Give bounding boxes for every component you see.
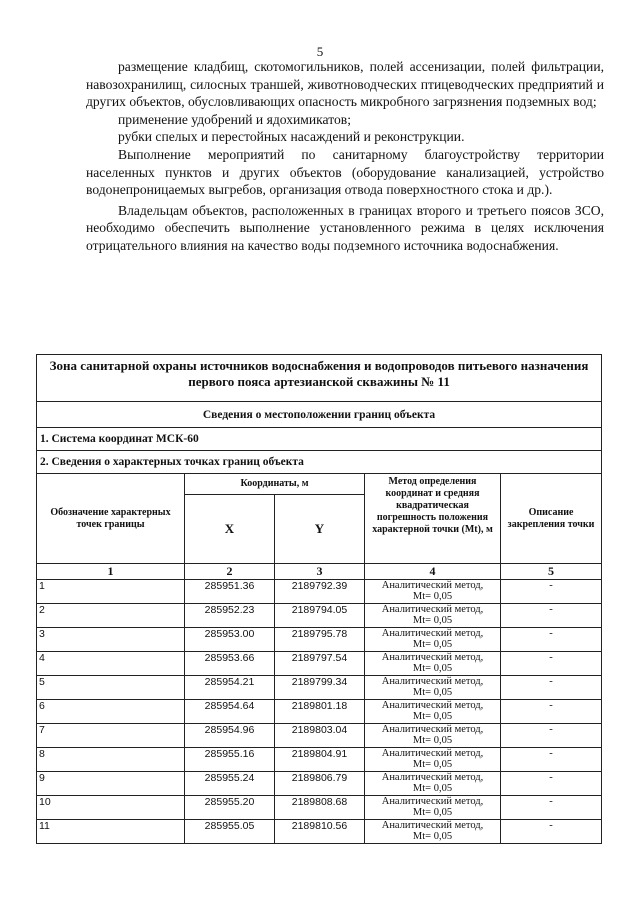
header-coords: Координаты, м [185, 474, 365, 495]
table-row [37, 796, 602, 820]
point-label: 8 [37, 748, 185, 772]
accuracy-text: Mt= 0,05 [412, 687, 453, 698]
table-row [37, 628, 602, 652]
accuracy-text: Mt= 0,05 [412, 591, 453, 602]
x-coordinate: 285955.20 [185, 796, 275, 820]
y-coordinate: 2189806.79 [275, 772, 365, 796]
method-cell [365, 676, 501, 700]
description-cell: - [501, 700, 602, 724]
method-text: Аналитический метод, [381, 628, 484, 639]
header-x: X [185, 495, 275, 564]
point-label: 11 [37, 820, 185, 844]
y-coordinate: 2189808.68 [275, 796, 365, 820]
x-coordinate: 285953.00 [185, 628, 275, 652]
method-text: Аналитический метод, [381, 580, 484, 591]
x-coordinate: 285954.21 [185, 676, 275, 700]
accuracy-text: Mt= 0,05 [412, 711, 453, 722]
y-coordinate: 2189794.05 [275, 604, 365, 628]
y-coordinate: 2189803.04 [275, 724, 365, 748]
method-text: Аналитический метод, [381, 604, 484, 615]
point-label: 5 [37, 676, 185, 700]
table-row [37, 772, 602, 796]
page-number: 5 [316, 44, 324, 59]
accuracy-text: Mt= 0,05 [412, 639, 453, 650]
accuracy-text: Mt= 0,05 [412, 615, 453, 626]
accuracy-text: Mt= 0,05 [412, 783, 453, 794]
point-label: 6 [37, 700, 185, 724]
y-coordinate: 2189799.34 [275, 676, 365, 700]
description-cell: - [501, 604, 602, 628]
column-number: 1 [37, 564, 185, 580]
description-cell: - [501, 724, 602, 748]
y-coordinate: 2189797.54 [275, 652, 365, 676]
method-cell [365, 604, 501, 628]
paragraph-3: рубки спелых и перестойных насаждений и реконструкции. [118, 129, 465, 145]
x-coordinate: 285955.05 [185, 820, 275, 844]
header-point: Обозначение характерных точек границы [37, 474, 185, 564]
method-cell [365, 700, 501, 724]
method-text: Аналитический метод, [381, 724, 484, 735]
description-cell: - [501, 772, 602, 796]
method-cell [365, 748, 501, 772]
method-cell [365, 796, 501, 820]
paragraph-2: применение удобрений и ядохимикатов; [118, 111, 351, 127]
point-label: 10 [37, 796, 185, 820]
y-coordinate: 2189810.56 [275, 820, 365, 844]
description-cell: - [501, 676, 602, 700]
y-coordinate: 2189804.91 [275, 748, 365, 772]
table-row [37, 604, 602, 628]
method-cell [365, 628, 501, 652]
table-row [37, 676, 602, 700]
x-coordinate: 285954.64 [185, 700, 275, 724]
method-cell [365, 580, 501, 604]
header-method: Метод определения координат и средняя квадратическая погрешность положения характерной точки (Mt), м [365, 474, 501, 564]
accuracy-text: Mt= 0,05 [412, 735, 453, 746]
accuracy-text: Mt= 0,05 [412, 807, 453, 818]
boundary-points-table [36, 354, 602, 844]
method-text: Аналитический метод, [381, 700, 484, 711]
accuracy-text: Mt= 0,05 [412, 759, 453, 770]
column-number: 4 [365, 564, 501, 580]
paragraph-4: Выполнение мероприятий по санитарному благоустройству территории населенных пунктов и других объектов (оборудование канализацией, устройство водонепроницаемых выгребов, организация отвода поверхностного стока и др.). [86, 146, 604, 198]
x-coordinate: 285955.24 [185, 772, 275, 796]
x-coordinate: 285952.23 [185, 604, 275, 628]
header-description: Описание закрепления точки [501, 474, 602, 564]
point-label: 4 [37, 652, 185, 676]
method-cell [365, 652, 501, 676]
description-cell: - [501, 652, 602, 676]
header-y: Y [275, 495, 365, 564]
table-row [37, 580, 602, 604]
method-text: Аналитический метод, [381, 676, 484, 687]
x-coordinate: 285951.36 [185, 580, 275, 604]
x-coordinate: 285955.16 [185, 748, 275, 772]
column-number: 5 [501, 564, 602, 580]
point-label: 2 [37, 604, 185, 628]
accuracy-text: Mt= 0,05 [412, 831, 453, 842]
x-coordinate: 285954.96 [185, 724, 275, 748]
point-label: 1 [37, 580, 185, 604]
description-cell: - [501, 796, 602, 820]
method-text: Аналитический метод, [381, 820, 484, 831]
description-cell: - [501, 580, 602, 604]
coordinate-system: 1. Система координат МСК-60 [37, 428, 602, 451]
point-label: 9 [37, 772, 185, 796]
method-text: Аналитический метод, [381, 796, 484, 807]
table-row [37, 652, 602, 676]
point-label: 3 [37, 628, 185, 652]
method-cell [365, 772, 501, 796]
y-coordinate: 2189795.78 [275, 628, 365, 652]
table-row [37, 700, 602, 724]
accuracy-text: Mt= 0,05 [412, 663, 453, 674]
column-number: 2 [185, 564, 275, 580]
description-cell: - [501, 820, 602, 844]
method-text: Аналитический метод, [381, 748, 484, 759]
method-cell [365, 724, 501, 748]
y-coordinate: 2189801.18 [275, 700, 365, 724]
column-number: 3 [275, 564, 365, 580]
description-cell: - [501, 748, 602, 772]
table-row [37, 724, 602, 748]
points-section-title: 2. Сведения о характерных точках границ объекта [37, 451, 602, 474]
point-label: 7 [37, 724, 185, 748]
paragraph-1: размещение кладбищ, скотомогильников, полей ассенизации, полей фильтрации, навозохранилищ, силосных траншей, животноводческих птицеводческих предприятий и других объектов, обусловливающих опасность микробного загрязнения подземных вод; [86, 59, 604, 110]
table-row [37, 748, 602, 772]
zone-title: Зона санитарной охраны источников водоснабжения и водопроводов питьевого назначения первого пояса артезианской скважины № 11 [37, 355, 602, 402]
paragraph-5: Владельцам объектов, расположенных в границах второго и третьего поясов ЗСО, необходимо обеспечить выполнение установленного режима в целях исключения отрицательного влияния на качество воды подземного источника водоснабжения. [86, 202, 604, 253]
method-text: Аналитический метод, [381, 772, 484, 783]
table-row [37, 820, 602, 844]
y-coordinate: 2189792.39 [275, 580, 365, 604]
method-cell [365, 820, 501, 844]
x-coordinate: 285953.66 [185, 652, 275, 676]
body-text [86, 58, 604, 255]
method-text: Аналитический метод, [381, 652, 484, 663]
section-title: Сведения о местоположении границ объекта [37, 402, 602, 428]
description-cell: - [501, 628, 602, 652]
